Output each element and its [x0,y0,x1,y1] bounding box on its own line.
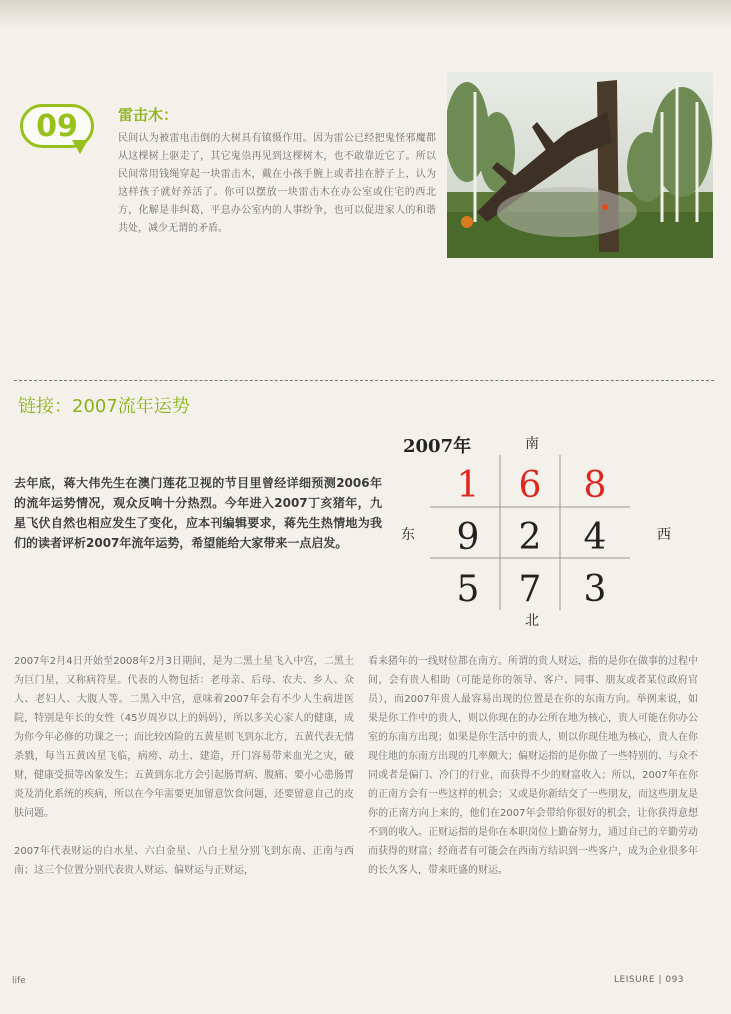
direction-east: 东 [401,527,415,543]
section-title: 雷击木： [118,106,179,124]
grid-cell-9: 9 [456,517,480,558]
section-number: 09 [36,108,78,144]
grid-year: 2007年 [403,436,472,457]
intro-paragraph: 去年底，蒋大伟先生在澳门莲花卫视的节目里曾经详细预测2006年的流年运势情况，观众反响十分热烈。今年进入2007丁亥猪年，九星飞伏自然也相应发生了变化，应本刊编辑要求，蒋先生热情地为我们的读者评析2007年流年运势，希望能给大家带来一点启发。 [14,476,382,550]
grid-cell-3: 3 [583,569,607,610]
grid-cell-4: 4 [583,517,607,558]
grid-cell-5: 5 [456,569,480,610]
grid-cell-7: 7 [518,569,542,610]
grid-cell-1: 1 [456,465,480,506]
grid-cell-6: 6 [518,465,542,506]
section-divider [14,380,714,381]
grid-cell-8: 8 [583,465,607,506]
top-edge [0,0,731,30]
lightning-tree-photo [447,72,713,258]
body-left-column [14,652,354,899]
direction-south: 南 [525,436,539,452]
body-right-column [368,652,698,899]
direction-west: 西 [657,527,671,543]
body-paragraph: 2007年代表财运的白水星、六白金星、八白土星分别飞到东南、正南与西南；这三个位置分别代表贵人财运、偏财运与正财运， [14,846,354,876]
link-title: 链接：2007流年运势 [18,396,190,417]
body-paragraph: 2007年2月4日开始至2008年2月3日期间，是为二黑土星飞入中宫，二黑土为巨门星，又称病符星。代表的人物包括：老母亲、后母、农夫、乡人、众人、老妇人、大腹人等。二黑入中宫，意味着2007年会有不少人生病进医院，特别是年长的女性（45岁周岁以上的妈妈），所以多关心家人的健康，成为你今年必修的功课之一；而比较凶险的五黄星则飞到东北方，五黄代表无情杀戮，每当五黄凶星飞临，病痨、动土、建造，开门容易带来血光之灾，破财，健康受损等凶象发生；五黄到东北方会引起肠胃病、腹痛、要小心患肠胃炎及消化系统的疾病，所以在今年需要更加留意饮食问题，还要留意自己的皮肤问题。 [14,656,354,819]
nine-star-grid [430,455,630,610]
section-body: 民间认为被雷电击倒的大树具有镇慑作用。因为雷公已经把鬼怪邪魔都从这棵树上驱走了，其它鬼祟再见到这棵树木，也不敢靠近它了。所以民间常用钱绳穿起一块雷击木，戴在小孩手腕上或者挂在脖子上，认为这样孩子就好养活了。你可以摆放一块雷击木在办公室或住宅的西北方，化解是非纠葛，平息办公室内的人事纷争，也可以促进家人的和谐共处，减少无谓的矛盾。 [118,133,436,234]
badge-tail [72,140,88,154]
direction-north: 北 [525,613,539,629]
footer-left: life [12,976,26,986]
footer-page-number: LEISURE | 093 [614,975,685,985]
grid-cell-2: 2 [518,517,542,558]
body-paragraph: 看来猪年的一线财位都在南方。所谓的贵人财运，指的是你在做事的过程中间，会有贵人相助（可能是你的领导、客户、同事、朋友或者某位政府官员），而2007年贵人最容易出现的位置是在你的东南方向。举例来说，如果是你工作中的贵人，则以你现在的办公所在地为核心，贵人可能在你办公室的东南方出现；如果是你生活中的贵人，则以你现住地为核心，贵人在你现住地的东南方出现的几率颇大；偏财运指的是你做了一些特别的、与众不同或者是偏门、冷门的行业，而获得不少的财富收入；所以，2007年在你的正南方会有一些这样的机会；又或是你新结交了一些朋友，而这些朋友是你的正南方向上来的，他们在2007年会带给你很好的机会，让你获得意想不到的收入。正财运指的是你在本职岗位上勤奋努力，通过自己的辛勤劳动而获得的财富；经商者有可能会在西南方结识到一些客户，成为企业很多年的长久客人，带来旺盛的财运。 [368,656,698,876]
